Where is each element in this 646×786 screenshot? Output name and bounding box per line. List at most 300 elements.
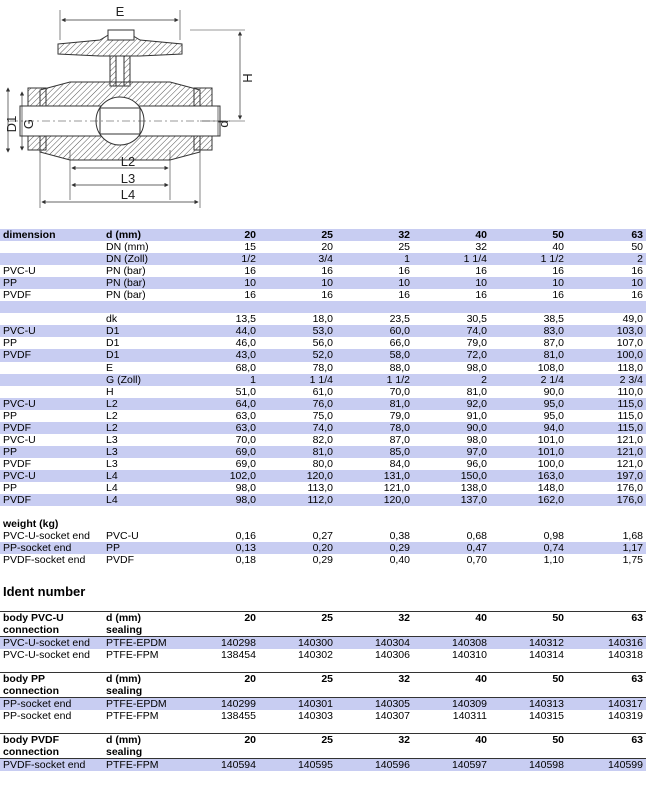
table-cell — [490, 506, 567, 518]
table-cell: 0,38 — [389, 530, 410, 543]
table-cell: 0,98 — [543, 530, 564, 543]
table-cell: G (Zoll) — [104, 374, 184, 386]
table-cell — [259, 301, 336, 313]
table-cell: 88,0 — [389, 361, 410, 374]
table-cell: 138455 — [220, 710, 256, 722]
table-row — [0, 277, 646, 289]
label-L3: L3 — [120, 171, 136, 186]
table-cell: 1 1/2 — [336, 374, 413, 386]
table-cell: 10 — [184, 277, 259, 289]
table-cell: 115,0 — [567, 398, 646, 410]
table-cell: 98,0 — [466, 361, 487, 374]
table-cell: 10 — [413, 277, 490, 289]
table-cell: 81,0 — [490, 349, 567, 361]
table-cell: PVDF — [0, 422, 104, 434]
table-row — [0, 349, 646, 361]
table-cell: 0,13 — [184, 542, 259, 554]
table-cell — [567, 685, 646, 698]
table-cell: 58,0 — [336, 349, 413, 361]
table-cell: 140594 — [184, 759, 259, 772]
table-cell: E — [106, 361, 114, 374]
table-cell: 140595 — [259, 759, 336, 772]
table-cell: 30,5 — [466, 313, 487, 326]
table-cell: 0,29 — [336, 542, 413, 554]
table-cell: 120,0 — [336, 494, 413, 506]
table-cell — [0, 301, 104, 313]
table-cell: 25 — [259, 673, 336, 686]
table-row — [0, 265, 646, 277]
table-cell: 44,0 — [184, 325, 259, 337]
table-cell: d (mm) — [104, 673, 184, 686]
table-cell: 140313 — [490, 698, 567, 711]
table-cell — [413, 301, 490, 313]
table-cell: 140316 — [567, 637, 646, 650]
table-cell: body PP — [0, 673, 104, 686]
table-cell: 1,75 — [622, 554, 643, 567]
table-cell — [336, 746, 413, 759]
table-cell: 2 — [567, 253, 646, 265]
table-cell: 92,0 — [413, 398, 490, 410]
table-row — [0, 313, 646, 325]
table-row — [0, 649, 646, 661]
table-cell: 16 — [398, 289, 410, 302]
table-cell: 16 — [552, 265, 564, 278]
table-cell: 63 — [567, 612, 646, 625]
ident-table — [0, 733, 646, 771]
table-cell: 68,0 — [235, 361, 256, 374]
ident-table — [0, 672, 646, 722]
table-cell: DN (mm) — [106, 241, 149, 254]
table-cell: 43,0 — [184, 349, 259, 361]
table-cell: 140310 — [451, 649, 487, 661]
table-cell: 0,47 — [413, 542, 490, 554]
table-cell: d (mm) — [104, 734, 184, 747]
table-cell: 20 — [184, 734, 259, 747]
table-cell: 1 — [184, 374, 259, 386]
table-cell: 98,0 — [184, 494, 259, 506]
table-cell: 87,0 — [543, 337, 564, 350]
ident-subheader-row — [0, 685, 646, 698]
table-row — [0, 446, 646, 458]
table-cell: L2 — [104, 398, 184, 410]
table-cell — [0, 253, 104, 265]
table-cell: PVC-U — [3, 433, 36, 446]
label-G: G — [21, 118, 36, 130]
table-cell: 16 — [321, 289, 333, 302]
table-cell: 10 — [336, 277, 413, 289]
table-cell: 74,0 — [413, 325, 490, 337]
table-cell: 110,0 — [617, 385, 643, 398]
table-cell: 85,0 — [336, 446, 413, 458]
table-row — [0, 698, 646, 711]
table-cell: 148,0 — [537, 482, 564, 494]
table-cell: 0,16 — [235, 530, 256, 543]
table-cell — [184, 301, 259, 313]
table-cell: 121,0 — [383, 482, 410, 494]
table-cell: 140598 — [490, 759, 567, 772]
table-cell: 69,0 — [184, 446, 259, 458]
table-cell: 38,5 — [543, 313, 564, 326]
table-cell — [259, 746, 336, 759]
table-cell: 16 — [552, 289, 564, 302]
table-cell: 63 — [567, 734, 646, 747]
table-cell: 3/4 — [259, 253, 336, 265]
table-row — [0, 542, 646, 554]
table-cell: 32 — [475, 241, 487, 254]
table-cell — [184, 624, 259, 637]
label-L4: L4 — [120, 187, 136, 202]
table-cell: 20 — [321, 241, 333, 254]
table-cell: 97,0 — [413, 446, 490, 458]
table-cell: sealing — [106, 624, 143, 636]
table-cell: D1 — [104, 349, 184, 361]
table-cell: 100,0 — [567, 349, 646, 361]
table-row — [0, 458, 646, 470]
table-cell: 0,40 — [389, 554, 410, 567]
valve-technical-drawing — [0, 0, 280, 214]
table-cell: PP-socket end — [0, 542, 104, 554]
table-cell: 94,0 — [490, 422, 567, 434]
table-row — [0, 506, 646, 518]
table-cell: 140306 — [374, 649, 410, 661]
table-cell: 0,29 — [312, 554, 333, 567]
table-cell: L3 — [106, 457, 118, 470]
table-cell — [0, 313, 104, 325]
table-cell: PVC-U-socket end — [3, 649, 90, 661]
table-cell: PVC-U — [0, 325, 104, 337]
table-cell — [567, 506, 646, 518]
table-cell: PN (bar) — [106, 265, 146, 278]
table-cell: 40 — [552, 241, 564, 254]
table-cell — [336, 301, 413, 313]
table-cell: 91,0 — [466, 409, 487, 422]
table-row — [0, 289, 646, 301]
table-cell: 137,0 — [413, 494, 490, 506]
table-cell: 0,27 — [312, 530, 333, 543]
table-cell: dimension — [0, 229, 104, 241]
table-cell: 63,0 — [235, 409, 256, 422]
table-cell: 176,0 — [616, 482, 643, 494]
table-cell: 101,0 — [537, 433, 564, 446]
table-cell: 1,68 — [622, 530, 643, 543]
table-cell: 1 1/2 — [490, 253, 567, 265]
table-cell: 112,0 — [259, 494, 336, 506]
table-cell: 25 — [398, 241, 410, 254]
table-row — [0, 410, 646, 422]
table-cell — [259, 624, 336, 637]
ident-header-row — [0, 612, 646, 625]
table-cell: 32 — [336, 734, 413, 747]
table-cell — [490, 746, 567, 759]
table-cell: PTFE-FPM — [104, 759, 184, 772]
table-cell: 20 — [184, 612, 259, 625]
table-cell: 79,0 — [466, 337, 487, 350]
table-row — [0, 530, 646, 542]
table-cell: 0,18 — [235, 554, 256, 567]
table-cell: 61,0 — [312, 385, 333, 398]
table-cell: 50 — [490, 229, 567, 241]
table-row — [0, 325, 646, 337]
table-cell: 176,0 — [567, 494, 646, 506]
table-row — [0, 637, 646, 650]
table-cell: 80,0 — [312, 457, 333, 470]
table-cell: 16 — [631, 265, 643, 278]
table-cell: L4 — [106, 482, 118, 494]
table-cell: L4 — [104, 494, 184, 506]
table-row — [0, 434, 646, 446]
table-header-row — [0, 229, 646, 241]
table-cell: 118,0 — [617, 361, 643, 374]
table-cell: 140307 — [374, 710, 410, 722]
table-cell: PVDF — [0, 349, 104, 361]
table-cell: 197,0 — [567, 470, 646, 482]
table-cell: DN (Zoll) — [104, 253, 184, 265]
table-cell: connection — [3, 685, 60, 697]
table-cell: 40 — [413, 673, 490, 686]
table-cell: sealing — [106, 685, 143, 697]
table-cell — [490, 301, 567, 313]
table-cell — [259, 685, 336, 698]
table-cell: 140312 — [490, 637, 567, 650]
table-cell: 23,5 — [389, 313, 410, 326]
table-cell — [490, 624, 567, 637]
table-cell: PTFE-EPDM — [104, 637, 184, 650]
table-cell: 140599 — [567, 759, 646, 772]
table-cell: PTFE-FPM — [106, 649, 159, 661]
table-cell: PTFE-EPDM — [104, 698, 184, 711]
table-cell: 1,10 — [543, 554, 564, 567]
table-cell: 131,0 — [336, 470, 413, 482]
table-cell: PVC-U-socket end — [0, 637, 104, 650]
table-cell — [0, 386, 104, 398]
table-cell — [413, 624, 490, 637]
table-cell: 140309 — [413, 698, 490, 711]
ident-number-title: Ident number — [3, 584, 86, 599]
label-d: d — [216, 120, 231, 128]
table-cell: 16 — [475, 265, 487, 278]
weight-title-row — [0, 518, 646, 530]
table-cell: 140304 — [336, 637, 413, 650]
table-cell: 64,0 — [184, 398, 259, 410]
table-cell — [336, 685, 413, 698]
table-cell — [567, 746, 646, 759]
table-cell: 63,0 — [184, 422, 259, 434]
table-cell: PTFE-FPM — [106, 710, 159, 722]
table-cell: 140314 — [528, 649, 564, 661]
table-row — [0, 253, 646, 265]
table-cell: 25 — [259, 612, 336, 625]
table-cell — [0, 241, 104, 253]
table-cell: L4 — [104, 470, 184, 482]
table-cell: 32 — [336, 612, 413, 625]
label-E: E — [115, 4, 125, 19]
table-cell: 63 — [567, 673, 646, 686]
table-cell: PP — [0, 446, 104, 458]
table-row — [0, 337, 646, 349]
table-cell: 52,0 — [259, 349, 336, 361]
table-cell: 76,0 — [259, 398, 336, 410]
ident-header-row — [0, 734, 646, 747]
table-cell: 81,0 — [336, 398, 413, 410]
table-cell: connection — [3, 746, 60, 758]
table-row — [0, 374, 646, 386]
dimension-table — [0, 229, 646, 566]
label-D1: D1 — [4, 115, 19, 133]
table-cell — [567, 624, 646, 637]
table-row — [0, 710, 646, 722]
table-cell: 2 1/4 — [490, 374, 567, 386]
table-cell: 32 — [336, 673, 413, 686]
ident-subheader-row — [0, 746, 646, 759]
table-cell: 98,0 — [235, 482, 256, 494]
table-cell: 74,0 — [259, 422, 336, 434]
table-cell — [104, 301, 184, 313]
table-cell: 25 — [259, 734, 336, 747]
table-cell: PP-socket end — [3, 710, 72, 722]
table-cell — [413, 506, 490, 518]
table-cell: 2 — [413, 374, 490, 386]
table-cell: 16 — [244, 265, 256, 278]
table-cell: 140302 — [297, 649, 333, 661]
table-cell: 53,0 — [259, 325, 336, 337]
table-row — [0, 494, 646, 506]
table-cell: 140311 — [452, 710, 487, 722]
table-cell: body PVC-U — [0, 612, 104, 625]
table-cell: 32 — [336, 229, 413, 241]
table-cell: 140318 — [607, 649, 643, 661]
table-cell: 121,0 — [616, 457, 643, 470]
ident-table — [0, 611, 646, 661]
table-cell: PVDF — [106, 554, 135, 567]
table-cell: PVC-U — [3, 265, 36, 278]
table-cell: dk — [106, 313, 118, 326]
table-cell: 140305 — [336, 698, 413, 711]
table-cell: 40 — [413, 734, 490, 747]
table-cell: PP — [3, 337, 18, 350]
table-cell: 40 — [413, 229, 490, 241]
table-cell: 81,0 — [259, 446, 336, 458]
table-cell: 72,0 — [413, 349, 490, 361]
table-row — [0, 241, 646, 253]
table-cell: 121,0 — [567, 446, 646, 458]
table-cell: 108,0 — [537, 361, 564, 374]
table-cell: 69,0 — [235, 457, 256, 470]
table-row — [0, 301, 646, 313]
table-cell: 20 — [184, 229, 259, 241]
table-cell: 10 — [567, 277, 646, 289]
table-cell: 140308 — [413, 637, 490, 650]
table-cell: 140298 — [184, 637, 259, 650]
table-cell: D1 — [104, 325, 184, 337]
table-cell — [259, 506, 336, 518]
table-cell: 70,0 — [389, 385, 410, 398]
table-cell: L3 — [104, 446, 184, 458]
table-cell — [0, 506, 104, 518]
table-cell: 1 1/4 — [259, 374, 336, 386]
table-cell: 81,0 — [466, 385, 487, 398]
table-cell — [0, 362, 104, 374]
table-cell: 0,20 — [259, 542, 336, 554]
table-cell: 25 — [259, 229, 336, 241]
table-cell: body PVDF — [0, 734, 104, 747]
table-cell: PN (bar) — [104, 277, 184, 289]
table-cell: 98,0 — [466, 433, 487, 446]
table-cell: 103,0 — [567, 325, 646, 337]
table-cell: L2 — [104, 422, 184, 434]
ident-header-row — [0, 673, 646, 686]
table-row — [0, 398, 646, 410]
table-cell — [413, 746, 490, 759]
label-L2: L2 — [120, 154, 136, 169]
table-cell: 121,0 — [616, 433, 643, 446]
table-cell: PP-socket end — [0, 698, 104, 711]
table-cell: 140597 — [413, 759, 490, 772]
table-cell: PVDF — [0, 494, 104, 506]
table-cell: 150,0 — [413, 470, 490, 482]
table-cell: 1/2 — [184, 253, 259, 265]
table-cell: PVC-U — [0, 398, 104, 410]
table-cell — [567, 301, 646, 313]
table-cell: connection — [3, 624, 60, 636]
table-cell: PVDF-socket end — [0, 759, 104, 772]
table-cell: 138,0 — [460, 482, 487, 494]
table-cell: 16 — [631, 289, 643, 302]
table-cell: 107,0 — [616, 337, 643, 350]
table-cell: PVC-U — [106, 530, 139, 543]
table-cell: sealing — [106, 746, 143, 758]
table-cell: 13,5 — [235, 313, 256, 326]
table-cell: 78,0 — [336, 422, 413, 434]
table-cell: 70,0 — [235, 433, 256, 446]
table-cell: 163,0 — [490, 470, 567, 482]
table-cell: 102,0 — [184, 470, 259, 482]
table-cell: PVDF — [3, 457, 32, 470]
table-cell: 75,0 — [312, 409, 333, 422]
table-cell: PVDF-socket end — [3, 554, 86, 567]
table-cell — [184, 746, 259, 759]
table-cell: 115,0 — [567, 422, 646, 434]
table-cell: 40 — [413, 612, 490, 625]
table-cell: 140300 — [259, 637, 336, 650]
table-cell: L3 — [106, 433, 118, 446]
table-cell: 50 — [490, 673, 567, 686]
table-cell: 66,0 — [389, 337, 410, 350]
table-cell: 1 1/4 — [413, 253, 490, 265]
table-cell: 87,0 — [389, 433, 410, 446]
table-cell: 120,0 — [259, 470, 336, 482]
table-cell: 18,0 — [312, 313, 333, 326]
table-cell: 15 — [244, 241, 256, 254]
table-cell — [0, 374, 104, 386]
table-cell: 50 — [490, 612, 567, 625]
table-cell — [104, 506, 184, 518]
label-H: H — [240, 73, 255, 83]
table-cell: 56,0 — [312, 337, 333, 350]
table-cell: 50 — [490, 734, 567, 747]
table-cell — [336, 506, 413, 518]
table-cell — [490, 685, 567, 698]
table-cell: 60,0 — [336, 325, 413, 337]
table-cell: d (mm) — [104, 229, 184, 241]
table-cell: PVDF — [3, 289, 32, 302]
weight-title: weight (kg) — [3, 518, 59, 531]
table-cell: 1 — [336, 253, 413, 265]
table-cell: 95,0 — [543, 409, 564, 422]
table-row — [0, 422, 646, 434]
table-cell: 49,0 — [622, 313, 643, 326]
table-cell: PP — [3, 482, 18, 494]
table-cell: 16 — [244, 289, 256, 302]
